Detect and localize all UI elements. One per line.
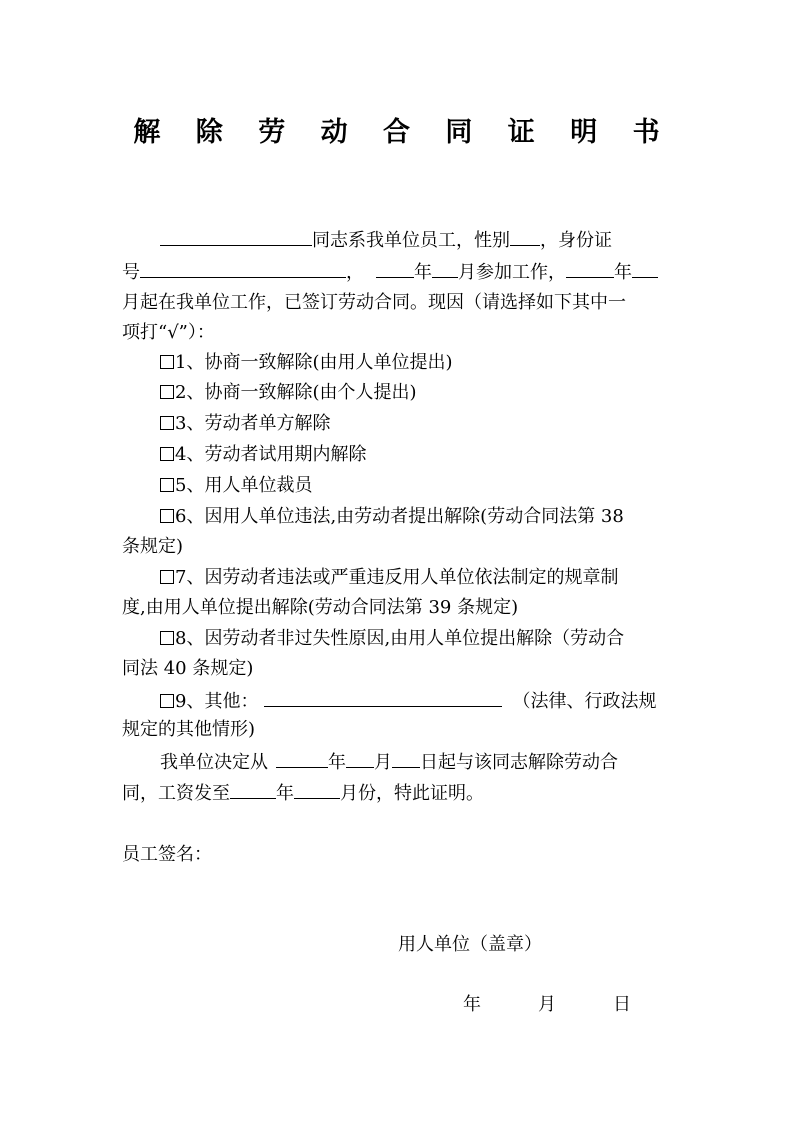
end-year-blank[interactable] [276, 746, 328, 768]
option-2-checkbox[interactable] [160, 385, 174, 399]
salary-month-blank[interactable] [294, 777, 340, 799]
option-label: 6、因用人单位违法,由劳动者提出解除(劳动合同法第 38 [175, 506, 624, 527]
date-year-label: 年 [463, 994, 481, 1015]
option-label: （法律、行政法规 [512, 691, 657, 712]
body-text: 年 [328, 752, 346, 773]
option-7 [160, 563, 618, 593]
body-text: 月参加工作， [458, 262, 566, 283]
option-4-checkbox[interactable] [160, 447, 174, 461]
option-9-cont: 规定的其他情形) [122, 719, 256, 740]
body-line-1 [160, 224, 612, 254]
option-4 [160, 440, 366, 470]
option-5 [160, 471, 312, 501]
option-6-checkbox[interactable] [160, 509, 174, 523]
option-label: 5、用人单位裁员 [175, 475, 313, 496]
option-1 [160, 348, 453, 378]
body-line-4: 项打“√”）： [122, 322, 215, 343]
option-9 [160, 685, 656, 715]
decision-line-2 [122, 777, 484, 807]
date-month-label: 月 [538, 994, 556, 1015]
option-8 [160, 624, 624, 654]
body-text: ， [346, 262, 364, 283]
body-text: 年 [414, 262, 432, 283]
option-label: 7、因劳动者违法或严重违反用人单位依法制定的规章制 [175, 567, 619, 588]
employer-stamp-label: 用人单位（盖章） [398, 934, 542, 955]
gender-blank[interactable] [510, 224, 540, 246]
option-9-checkbox[interactable] [160, 694, 174, 708]
option-7-checkbox[interactable] [160, 570, 174, 584]
name-blank[interactable] [160, 224, 312, 246]
end-day-blank[interactable] [392, 746, 420, 768]
option-1-checkbox[interactable] [160, 355, 174, 369]
body-text: 月 [374, 752, 392, 773]
option-8-cont: 同法 40 条规定) [122, 658, 254, 679]
option-6-cont: 条规定) [122, 536, 184, 557]
body-text: 同志系我单位员工，性别 [312, 230, 510, 251]
salary-year-blank[interactable] [230, 777, 276, 799]
employee-signature-label: 员工签名： [122, 844, 212, 865]
option-label: 9、其他： [175, 691, 259, 712]
body-line-2 [122, 256, 658, 286]
body-text: 日起与该同志解除劳动合 [420, 752, 618, 773]
start-year-blank[interactable] [566, 256, 614, 278]
end-month-blank[interactable] [346, 746, 374, 768]
option-label: 1、协商一致解除(由用人单位提出) [175, 352, 453, 373]
body-text: ，身份证 [540, 230, 612, 251]
option-label: 4、劳动者试用期内解除 [175, 444, 367, 465]
option-5-checkbox[interactable] [160, 478, 174, 492]
option-2 [160, 378, 417, 408]
body-text: 同，工资发至 [122, 783, 230, 804]
body-text: 年 [276, 783, 294, 804]
option-label: 2、协商一致解除(由个人提出) [175, 382, 417, 403]
body-line-3: 月起在我单位工作，已签订劳动合同。现因（请选择如下其中一 [122, 292, 626, 313]
option-7-cont: 度,由用人单位提出解除(劳动合同法第 39 条规定) [122, 597, 519, 618]
start-month-blank[interactable] [632, 256, 658, 278]
other-reason-blank[interactable] [264, 685, 502, 707]
page-title: 解 除 劳 动 合 同 证 明 书 [133, 117, 673, 148]
body-text: 我单位决定从 [160, 752, 268, 773]
id-number-blank[interactable] [140, 256, 346, 278]
option-6 [160, 502, 624, 532]
option-label: 8、因劳动者非过失性原因,由用人单位提出解除（劳动合 [175, 628, 625, 649]
join-month-blank[interactable] [432, 256, 458, 278]
body-text: 年 [614, 262, 632, 283]
option-8-checkbox[interactable] [160, 631, 174, 645]
decision-line-1 [160, 746, 618, 776]
date-day-label: 日 [613, 994, 631, 1015]
option-label: 3、劳动者单方解除 [175, 413, 331, 434]
body-text: 月份，特此证明。 [340, 783, 484, 804]
body-text: 号 [122, 262, 140, 283]
join-year-blank[interactable] [376, 256, 414, 278]
option-3 [160, 409, 330, 439]
option-3-checkbox[interactable] [160, 416, 174, 430]
